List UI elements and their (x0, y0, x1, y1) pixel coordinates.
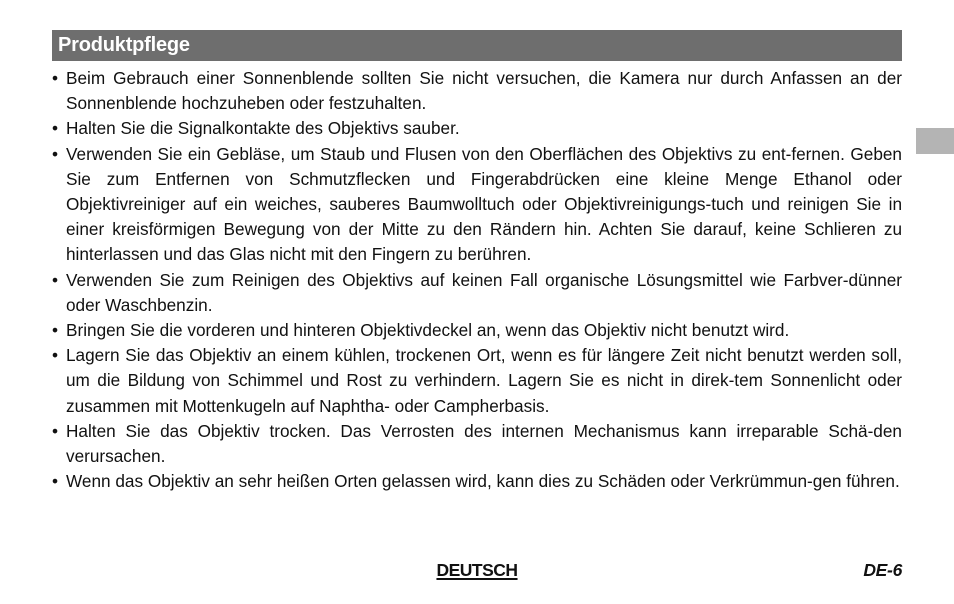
list-item (52, 469, 902, 494)
care-instructions-list (52, 66, 902, 494)
list-item (52, 66, 902, 116)
bullet-icon: • (52, 118, 59, 139)
list-item-text: Wenn das Objektiv an sehr heißen Orten gelassen wird, kann dies zu Schäden oder Verkrümmun-gen führen. (66, 471, 900, 492)
bullet-icon: • (52, 269, 59, 290)
list-item (52, 116, 902, 141)
list-item (52, 268, 902, 318)
section-header-bar (52, 30, 902, 61)
list-item (52, 419, 902, 469)
list-item (52, 318, 902, 343)
side-tab-marker (916, 128, 954, 154)
bullet-icon: • (52, 320, 59, 341)
bullet-icon: • (52, 143, 59, 164)
list-item-text: Bringen Sie die vorderen und hinteren Objektivdeckel an, wenn das Objektiv nicht benutzt wird. (66, 320, 790, 341)
list-item-text: Halten Sie die Signalkontakte des Objektivs sauber. (66, 118, 460, 139)
bullet-icon: • (52, 68, 59, 88)
bullet-icon: • (52, 420, 59, 441)
bullet-icon: • (52, 345, 59, 366)
list-item-text: Lagern Sie das Objektiv an einem kühlen, trockenen Ort, wenn es für längere Zeit nicht benutzt werden soll, um die Bildung von Schimmel und Rost zu verhindern. Lagern Sie es nicht in direk-tem Sonnenlicht oder zusammen mit Mottenkugeln auf Naphtha- oder Campherbasis. (66, 345, 902, 416)
list-item (52, 343, 902, 419)
footer-language-label: DEUTSCH (436, 560, 518, 580)
list-item-text: Verwenden Sie ein Gebläse, um Staub und Flusen von den Oberflächen des Objektivs zu ent-fernen. Geben Sie zum Entfernen von Schmutzflecken und Fingerabdrücken eine kleine Menge Ethanol oder Objektivreiniger auf ein weiches, sauberes Baumwolltuch oder Objektivreinigungs-tuch und reinigen Sie in einer kreisförmigen Bewegung von der Mitte zu den Rändern hin. Achten Sie darauf, keine Schlieren zu hinterlassen und das Glas nicht mit den Fingern zu berühren. (66, 143, 902, 265)
list-item-text: Verwenden Sie zum Reinigen des Objektivs auf keinen Fall organische Lösungsmittel wie Farbver-dünner oder Waschbenzin. (66, 269, 902, 315)
bullet-icon: • (52, 471, 59, 492)
list-item-text: Halten Sie das Objektiv trocken. Das Verrosten des internen Mechanismus kann irreparable Schä-den verursachen. (66, 420, 902, 467)
page-number: DE-6 (863, 560, 902, 580)
list-item (52, 142, 902, 268)
section-title: Produktpflege (58, 34, 190, 56)
list-item-text: Beim Gebrauch einer Sonnenblende sollten Sie nicht versuchen, die Kamera nur durch Anfassen an der Sonnenblende hochzuheben oder festzuhalten. (66, 68, 902, 114)
